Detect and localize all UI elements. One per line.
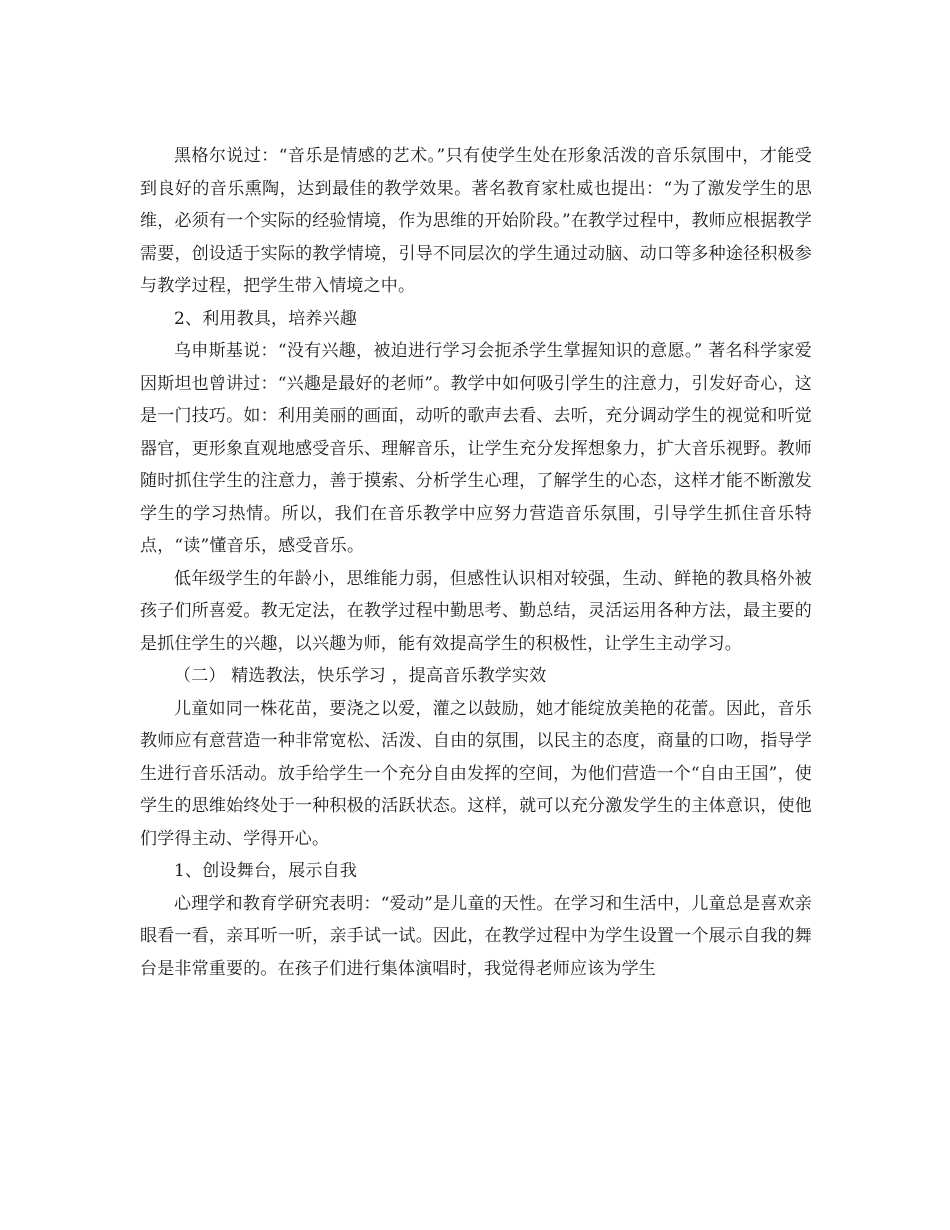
document-body — [140, 140, 812, 985]
paragraph-children-flower: 儿童如同一株花苗，要浇之以爱，灌之以鼓励，她才能绽放美艳的花蕾。因此，音乐教师应有意营造一种非常宽松、活泼、自由的氛围，以民主的态度，商量的口吻，指导学生进行音乐活动。放手给学生一个充分自由发挥的空间，为他们营造一个“自由王国”，使学生的思维始终处于一种积极的活跃状态。这样，就可以充分激发学生的主体意识，使他们学得主动、学得开心。 — [140, 698, 812, 849]
paragraph-ushinsky-quote: 乌申斯基说：“没有兴趣，被迫进行学习会扼杀学生掌握知识的意愿。” 著名科学家爱因斯坦也曾讲过：“兴趣是最好的老师”。教学中如何吸引学生的注意力，引发好奇心，这是一门技巧。如：利用美丽的画面，动听的歌声去看、去听，充分调动学生的视觉和听觉器官，更形象直观地感受音乐、理解音乐，让学生充分发挥想象力，扩大音乐视野。教师随时抓住学生的注意力，善于摸索、分析学生心理，了解学生的心态，这样才能不断激发学生的学习热情。所以，我们在音乐教学中应努力营造音乐氛围，引导学生抓住音乐特点，“读”懂音乐，感受音乐。 — [140, 341, 812, 556]
paragraph-lower-grade-students: 低年级学生的年龄小，思维能力弱，但感性认识相对较强，生动、鲜艳的教具格外被孩子们所喜爱。教无定法，在教学过程中勤思考、勤总结，灵活运用各种方法，最主要的是抓住学生的兴趣，以兴趣为师，能有效提高学生的积极性，让学生主动学习。 — [140, 568, 812, 654]
heading-select-methods: （二） 精选教法，快乐学习 ，提高音乐教学实效 — [174, 666, 547, 686]
heading-use-teaching-aids: 2、利用教具，培养兴趣 — [174, 308, 358, 329]
paragraph-hegel-quote: 黑格尔说过：“音乐是情感的艺术。”只有使学生处在形象活泼的音乐氛围中，才能受到良好的音乐熏陶，达到最佳的教学效果。著名教育家杜威也提出：“为了激发学生的思维，必须有一个实际的经验情境，作为思维的开始阶段。”在教学过程中，教师应根据教学需要，创设适于实际的教学情境，引导不同层次的学生通过动脑、动口等多种途径积极参与教学过程，把学生带入情境之中。 — [140, 146, 812, 296]
paragraph-psychology-research: 心理学和教育学研究表明：“爱动”是儿童的天性。在学习和生活中，儿童总是喜欢亲眼看一看，亲耳听一听，亲手试一试。因此，在教学过程中为学生设置一个展示自我的舞台是非常重要的。在孩子们进行集体演唱时，我觉得老师应该为学生 — [140, 893, 812, 979]
heading-create-stage: 1、创设舞台，展示自我 — [174, 861, 358, 881]
